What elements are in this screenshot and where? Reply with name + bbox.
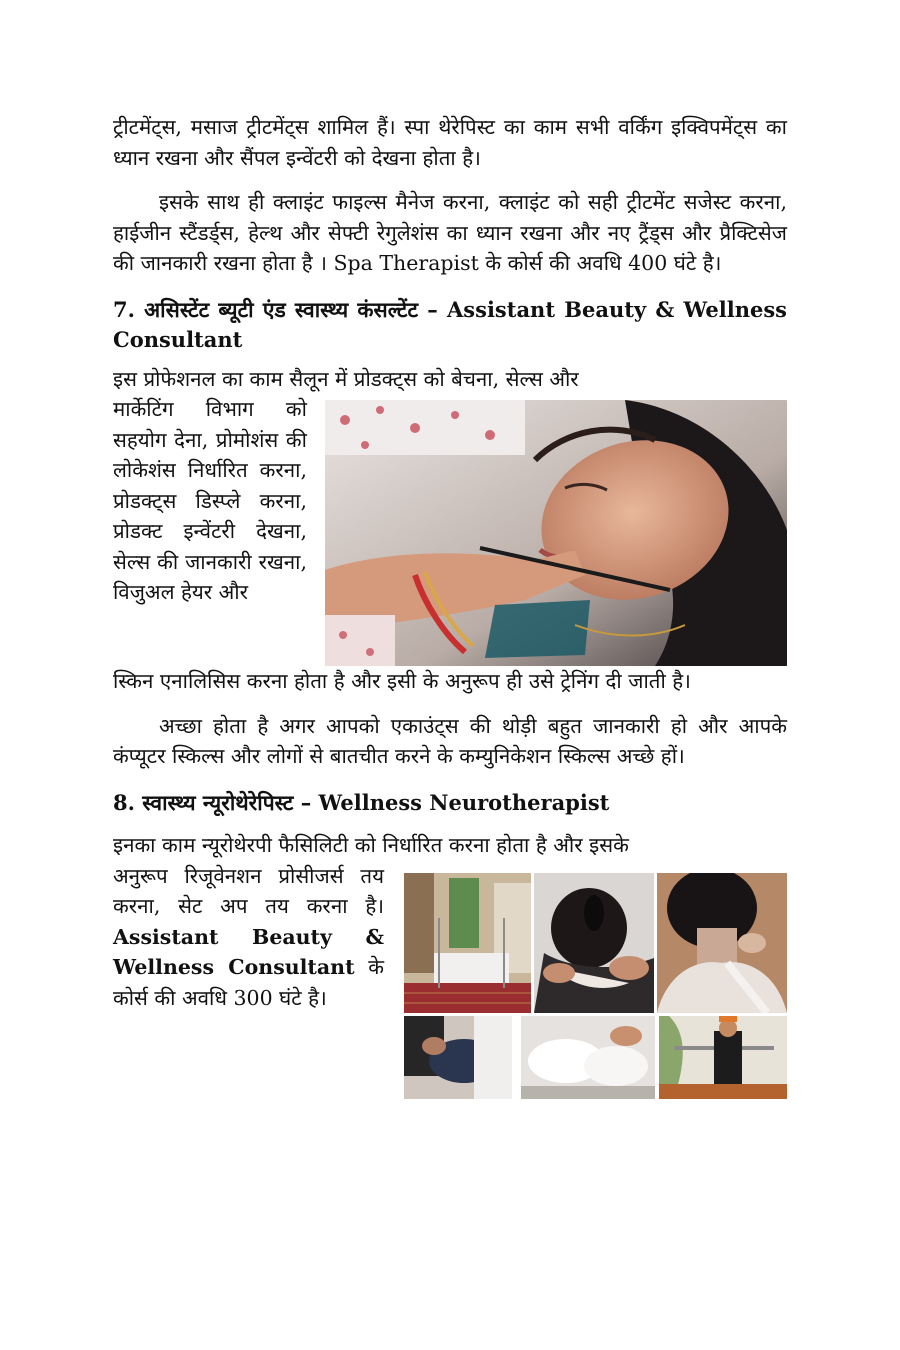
neurotherapist-side-text-a: अनुरूप रिजूवेनशन प्रोसीजर्स तय करना, सेट अप तय करना है। — [113, 863, 384, 918]
paragraph-neurotherapist-side — [113, 861, 384, 1014]
neck-therapy-image — [657, 873, 787, 1013]
paragraph-consultant-intro: इस प्रोफेशनल का काम सैलून में प्रोडक्ट्स को बेचना, सेल्स और — [113, 366, 579, 391]
makeup-artist-image — [325, 400, 787, 666]
section-heading-8: 8. स्वास्थ्य न्यूरोथेरेपिस्ट – Wellness Neurotherapist — [113, 789, 610, 815]
neurotherapist-side-text-b: के कोर्स की अवधि 300 घंटे है। — [113, 955, 384, 1010]
makeup-photo — [325, 400, 787, 666]
therapy-room-image — [404, 873, 531, 1013]
paragraph-consultant-training: स्किन एनालिसिस करना होता है और इसी के अनुरूप ही उसे ट्रेनिंग दी जाती है। — [113, 669, 691, 693]
head-massage-image — [534, 873, 654, 1013]
paragraph-consultant-skills: अच्छा होता है अगर आपको एकाउंट्स की थोड़ी बहुत जानकारी हो और आपके कंप्यूटर स्किल्स और लोगों से बातचीत करने के कम्युनिकेशन स्किल्स अच्छे हों। — [113, 713, 787, 768]
neurotherapy-photo-collage — [404, 873, 787, 1099]
knee-therapy-image — [404, 1016, 512, 1099]
paragraph-neurotherapist-intro: इनका काम न्यूरोथेरपी फैसिलिटी को निर्धारित करना होता है और इसके — [113, 833, 629, 857]
paragraph-spa-duties: ट्रीटमेंट्स, मसाज ट्रीटमेंट्स शामिल हैं। स्पा थेरेपिस्ट का काम सभी वर्किंग इक्विपमेंट्स का ध्यान रखना और सैंपल इन्वेंटरी को देखना होता है। — [113, 115, 787, 170]
paragraph-spa-course: इसके साथ ही क्लाइंट फाइल्स मैनेज करना, क्लाइंट को सही ट्रीटमेंट सजेस्ट करना, हाईजीन स्टैंडर्ड्स, हेल्थ और सेफ्टी रेगुलेशंस का ध्यान रखना और नए ट्रैंड्स और प्रैक्टिसेज की जानकारी रखना होता है । Spa Therapist के कोर्स की अवधि 400 घंटे है। — [113, 190, 787, 275]
section-heading-7: 7. असिस्टेंट ब्यूटी एंड स्वास्थ्य कंसल्टेंट – Assistant Beauty & Wellness Consultant — [113, 296, 787, 352]
paragraph-consultant-side: मार्केटिंग विभाग को सहयोग देना, प्रोमोशंस की लोकेशंस निर्धारित करना, प्रोडक्ट्स डिस्प्ले करना, प्रोडक्ट इन्वेंटरी देखना, सेल्स की जानकारी रखना, विजुअल हेयर और — [113, 397, 307, 604]
neurotherapist-wrap-block — [113, 861, 787, 1099]
therapist-standing-image — [659, 1016, 787, 1099]
feet-therapy-image — [521, 1016, 655, 1099]
neurotherapist-course-name: Assistant Beauty & Wellness Consultant — [113, 924, 384, 979]
consultant-wrap-block — [113, 394, 787, 666]
document-page — [113, 112, 787, 1099]
